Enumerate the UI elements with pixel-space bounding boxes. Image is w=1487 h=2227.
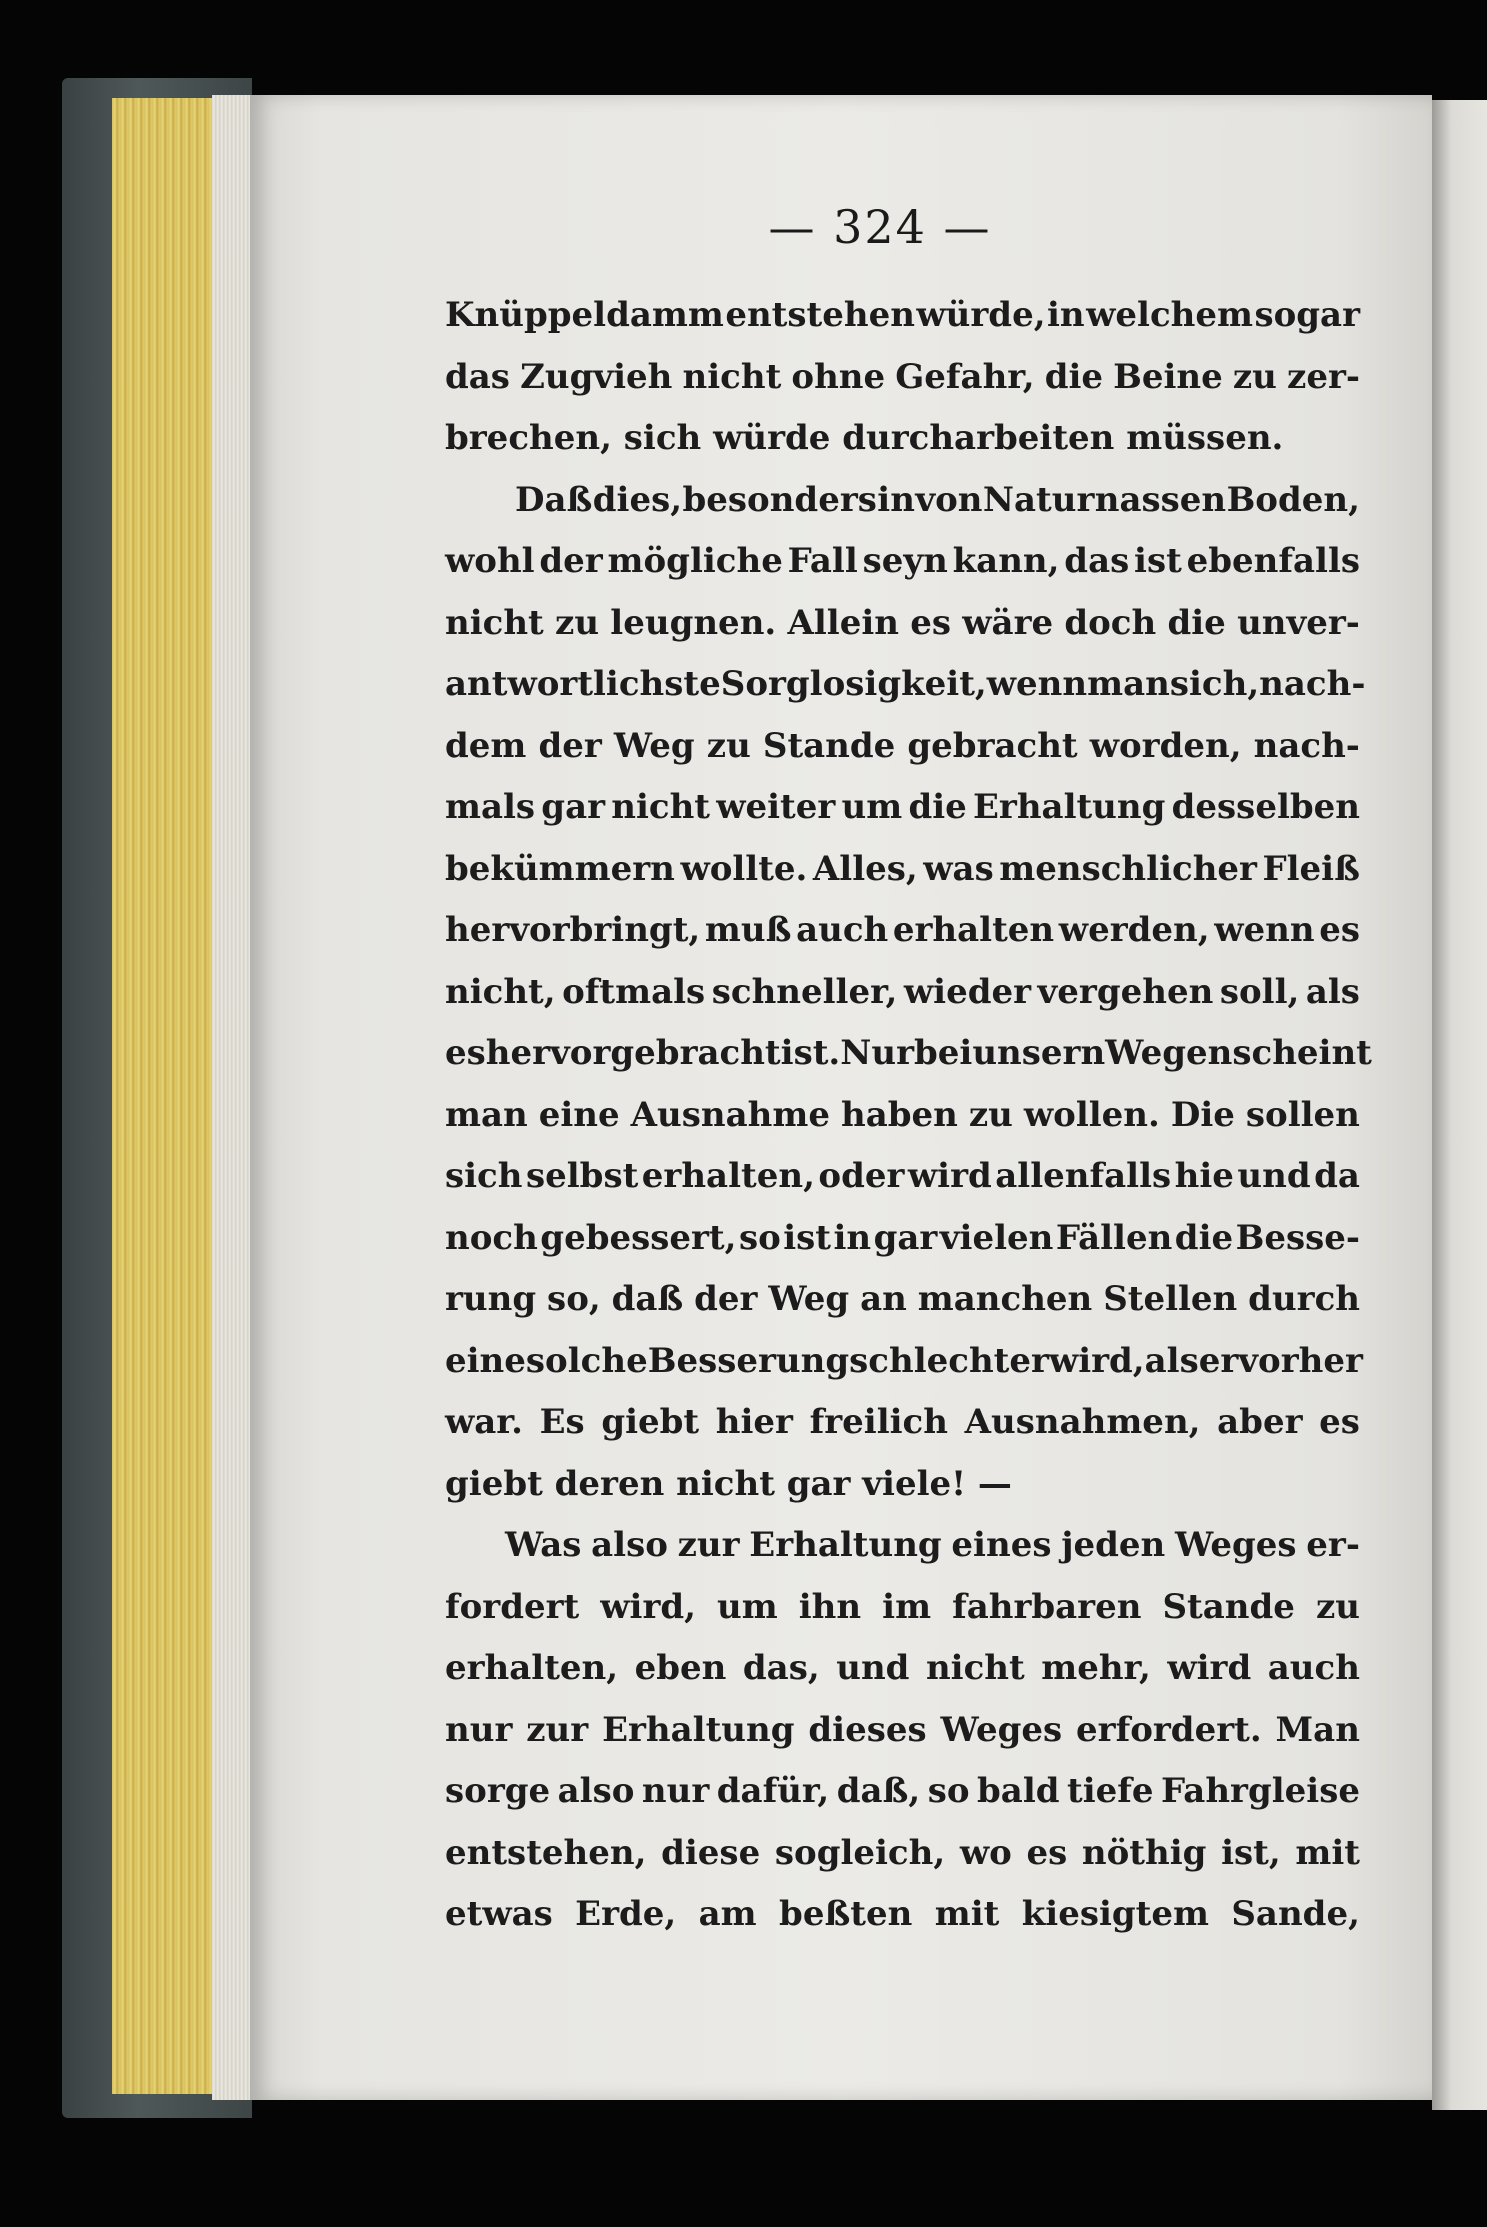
word: ihn xyxy=(798,1586,862,1627)
word: Ausnahme xyxy=(630,1094,830,1135)
word: so xyxy=(927,1771,970,1811)
word: sorge xyxy=(445,1771,551,1811)
text-line: brechen, sich würde durcharbeiten müssen. xyxy=(445,418,1284,458)
word: eben xyxy=(634,1648,727,1688)
word: nach- xyxy=(1259,664,1366,704)
word: erhalten, xyxy=(641,1156,815,1196)
text-line xyxy=(445,1392,1360,1454)
word: man xyxy=(1087,664,1170,704)
text-line xyxy=(445,470,1360,532)
word: Sande, xyxy=(1231,1894,1360,1934)
page-number: — 324 — xyxy=(768,200,992,254)
word: doch xyxy=(1064,602,1157,643)
text-line xyxy=(445,1884,1360,1946)
word: schneller, xyxy=(711,971,898,1012)
word: fordert xyxy=(445,1586,580,1627)
word: das xyxy=(1064,541,1130,581)
word: eine xyxy=(445,1340,526,1381)
word: solche xyxy=(525,1340,648,1381)
word: Alles, xyxy=(812,848,918,889)
text-line xyxy=(445,654,1366,716)
word: um xyxy=(841,787,903,827)
word: Es xyxy=(539,1402,585,1442)
word: wäre xyxy=(962,602,1054,643)
word: gebessert, xyxy=(540,1217,737,1258)
text-line xyxy=(445,1515,1360,1577)
word: etwas xyxy=(445,1894,553,1934)
word: unver- xyxy=(1237,602,1360,643)
word: die xyxy=(908,787,967,827)
word: Man xyxy=(1275,1709,1360,1750)
word: der xyxy=(539,541,603,581)
word: zu xyxy=(1315,1586,1360,1627)
word: so xyxy=(738,1217,781,1258)
word: sogar xyxy=(1254,295,1360,335)
text-line xyxy=(445,1146,1360,1208)
word: worden, xyxy=(1089,725,1242,766)
word: besonders xyxy=(682,479,877,520)
word: wird xyxy=(907,1156,992,1196)
word: erhalten xyxy=(892,910,1055,950)
text-line xyxy=(445,716,1360,778)
word: Daß xyxy=(515,479,593,520)
word: sogleich, xyxy=(774,1832,946,1873)
word: wieder xyxy=(903,971,1032,1012)
text-line xyxy=(445,1823,1360,1885)
gilt-page-edges xyxy=(112,98,224,2094)
word: rung xyxy=(445,1279,537,1319)
word: nach- xyxy=(1253,725,1360,766)
word: unsern xyxy=(972,1033,1106,1073)
word: manchen xyxy=(917,1279,1093,1319)
word: Weg xyxy=(613,725,695,766)
word: nöthig xyxy=(1081,1832,1207,1873)
text-line xyxy=(445,347,1360,409)
word: mögliche xyxy=(607,541,783,581)
word: es xyxy=(445,1033,486,1073)
word: desselben xyxy=(1171,787,1360,827)
text-line xyxy=(445,1761,1360,1823)
word: Die xyxy=(1170,1094,1235,1135)
word: Zugvieh xyxy=(520,356,673,397)
text-line xyxy=(445,900,1360,962)
facing-page-edge xyxy=(1432,100,1487,2110)
text-line xyxy=(445,531,1360,593)
word: sich xyxy=(445,1156,523,1196)
word: freilich xyxy=(809,1402,948,1442)
word: zu xyxy=(555,602,600,643)
word: im xyxy=(882,1586,932,1627)
word: Erde, xyxy=(575,1894,677,1934)
word: Ausnahmen, xyxy=(964,1402,1201,1442)
word: Stande xyxy=(762,725,896,766)
text-line xyxy=(445,1331,1363,1393)
word: ist xyxy=(783,1217,832,1258)
word: scheint xyxy=(1232,1033,1372,1073)
word: in xyxy=(833,1217,872,1258)
word: hier xyxy=(715,1402,793,1442)
text-line xyxy=(445,1085,1360,1147)
word: tiefe xyxy=(1067,1771,1154,1811)
word: durch xyxy=(1248,1279,1360,1319)
word: leugnen. xyxy=(610,602,777,643)
word: auch xyxy=(796,910,889,950)
word: gar xyxy=(541,787,606,827)
word: ebenfalls xyxy=(1186,541,1360,581)
word: werden, xyxy=(1058,910,1210,950)
word: muß xyxy=(704,910,792,950)
word: das, xyxy=(742,1648,820,1688)
word: es xyxy=(910,602,952,643)
word: Erhaltung xyxy=(972,787,1166,827)
word: der xyxy=(694,1279,758,1319)
word: an xyxy=(860,1279,907,1319)
word: Knüppeldamm xyxy=(445,295,724,335)
word: dem xyxy=(445,725,527,766)
word: diese xyxy=(661,1832,761,1873)
word: ist xyxy=(1134,541,1182,581)
word: aber xyxy=(1217,1402,1303,1442)
text-line xyxy=(445,1577,1360,1639)
word: Nur xyxy=(840,1033,914,1073)
word: daß, xyxy=(836,1771,921,1811)
text-line xyxy=(445,285,1360,347)
word: es xyxy=(1319,910,1360,950)
word: eines xyxy=(951,1525,1052,1565)
word: zur xyxy=(526,1709,589,1750)
word: gebracht xyxy=(907,725,1078,766)
word: Erhaltung xyxy=(749,1525,942,1565)
word: hervorgebracht xyxy=(485,1033,781,1073)
word: nassen xyxy=(1094,479,1227,520)
word: entstehen xyxy=(725,295,915,335)
text-line: giebt deren nicht gar viele! — xyxy=(445,1463,1012,1504)
word: wohl xyxy=(445,541,535,581)
word: als xyxy=(1144,1340,1199,1381)
word: nicht, xyxy=(445,971,556,1012)
word: hervorbringt, xyxy=(445,910,701,950)
word: entstehen, xyxy=(445,1832,647,1873)
word: er xyxy=(1198,1340,1239,1381)
word: vorher xyxy=(1238,1340,1363,1381)
word: die xyxy=(1044,356,1104,397)
word: Weg xyxy=(768,1279,850,1319)
word: also xyxy=(591,1525,668,1565)
word: nicht xyxy=(445,602,544,643)
word: wollen. xyxy=(1023,1094,1160,1135)
word: mals xyxy=(445,787,536,827)
word: wird, xyxy=(600,1586,696,1627)
word: seyn xyxy=(862,541,948,581)
word: wenn xyxy=(1214,910,1315,950)
word: um xyxy=(717,1586,778,1627)
word: wollte. xyxy=(680,848,808,889)
word: nicht xyxy=(682,356,782,397)
word: kiesigtem xyxy=(1021,1894,1209,1934)
word: und xyxy=(1237,1156,1311,1196)
word: welchem xyxy=(1086,295,1253,335)
word: antwortlichste xyxy=(445,664,721,704)
word: fahrbaren xyxy=(952,1586,1142,1627)
text-line xyxy=(445,962,1360,1024)
text-line xyxy=(445,593,1360,655)
word: die xyxy=(1167,602,1226,643)
word: und xyxy=(836,1648,910,1688)
word: dies, xyxy=(592,479,683,520)
word: Fleiß xyxy=(1262,848,1360,889)
word: Besserung xyxy=(647,1340,850,1381)
word: beßten xyxy=(779,1894,913,1934)
word: ist. xyxy=(780,1033,841,1073)
word: bald xyxy=(977,1771,1060,1811)
word: selbst xyxy=(525,1156,639,1196)
word: in xyxy=(1047,295,1085,335)
word: Sorglosigkeit, xyxy=(720,664,987,704)
word: eine xyxy=(538,1094,620,1135)
word: würde, xyxy=(916,295,1046,335)
word: soll, xyxy=(1219,971,1300,1012)
word: daß xyxy=(611,1279,684,1319)
word: oftmals xyxy=(562,971,706,1012)
word: Allein xyxy=(787,602,899,643)
word: am xyxy=(698,1894,757,1934)
word: da xyxy=(1314,1156,1360,1196)
word: erhalten, xyxy=(445,1648,619,1688)
word: mit xyxy=(934,1894,1000,1934)
word: Fall xyxy=(787,541,858,581)
text-line xyxy=(445,839,1360,901)
word: Gefahr, xyxy=(895,356,1035,397)
word: in xyxy=(877,479,915,520)
text-line xyxy=(445,1638,1360,1700)
word: sich, xyxy=(1169,664,1260,704)
word: wird xyxy=(1167,1648,1252,1688)
word: auch xyxy=(1267,1648,1360,1688)
word: wird, xyxy=(1048,1340,1145,1381)
word: Stande xyxy=(1162,1586,1295,1627)
word: vergehen xyxy=(1037,971,1214,1012)
word: schlechter xyxy=(849,1340,1049,1381)
word: nur xyxy=(641,1771,710,1811)
page-text xyxy=(445,285,1372,1946)
word: mit xyxy=(1295,1832,1360,1873)
word: Weges xyxy=(1174,1525,1297,1565)
word: zur xyxy=(677,1525,740,1565)
word: Fahrgleise xyxy=(1161,1771,1360,1811)
word: bekümmern xyxy=(445,848,675,889)
word: bei xyxy=(913,1033,973,1073)
word: nicht xyxy=(611,787,710,827)
word: haben xyxy=(840,1094,958,1135)
word: also xyxy=(557,1771,635,1811)
word: giebt xyxy=(601,1402,700,1442)
word: wenn xyxy=(986,664,1088,704)
word: die xyxy=(1174,1217,1234,1258)
word: oder xyxy=(818,1156,905,1196)
word: es xyxy=(1319,1402,1360,1442)
word: der xyxy=(538,725,602,766)
text-line xyxy=(445,1269,1360,1331)
word: es xyxy=(1026,1832,1068,1873)
text-line xyxy=(445,1208,1360,1270)
word: von xyxy=(915,479,983,520)
word: was xyxy=(923,848,994,889)
word: gar xyxy=(873,1217,938,1258)
word: zer- xyxy=(1287,356,1360,397)
word: weiter xyxy=(716,787,836,827)
text-line xyxy=(445,1700,1360,1762)
word: vielen xyxy=(939,1217,1054,1258)
word: war. xyxy=(445,1402,523,1442)
word: zu xyxy=(706,725,751,766)
word: hie xyxy=(1174,1156,1234,1196)
word: ist, xyxy=(1221,1832,1281,1873)
word: wo xyxy=(959,1832,1012,1873)
word: nicht xyxy=(925,1648,1025,1688)
word: kann, xyxy=(952,541,1060,581)
word: Erhaltung xyxy=(602,1709,795,1750)
word: mehr, xyxy=(1041,1648,1151,1688)
word: nur xyxy=(445,1709,513,1750)
word: jeden xyxy=(1061,1525,1166,1565)
word: dieses xyxy=(808,1709,927,1750)
word: Besse- xyxy=(1235,1217,1360,1258)
word: ohne xyxy=(791,356,886,397)
word: das xyxy=(445,356,510,397)
word: Stellen xyxy=(1103,1279,1238,1319)
word: zu xyxy=(1232,356,1277,397)
word: noch xyxy=(445,1217,538,1258)
word: Beine xyxy=(1113,356,1223,397)
word: er- xyxy=(1306,1525,1360,1565)
word: zu xyxy=(968,1094,1013,1135)
text-line xyxy=(445,777,1360,839)
word: Weges xyxy=(940,1709,1063,1750)
text-line xyxy=(445,1023,1372,1085)
word: Was xyxy=(505,1525,582,1565)
word: Wegen xyxy=(1105,1033,1233,1073)
word: so, xyxy=(547,1279,601,1319)
word: als xyxy=(1305,971,1360,1012)
word: menschlicher xyxy=(999,848,1257,889)
word: Fällen xyxy=(1055,1217,1173,1258)
word: man xyxy=(445,1094,528,1135)
word: Natur xyxy=(982,479,1095,520)
word: erfordert. xyxy=(1076,1709,1262,1750)
word: dafür, xyxy=(716,1771,830,1811)
word: allenfalls xyxy=(995,1156,1172,1196)
word: Boden, xyxy=(1226,479,1360,520)
word: sollen xyxy=(1245,1094,1360,1135)
